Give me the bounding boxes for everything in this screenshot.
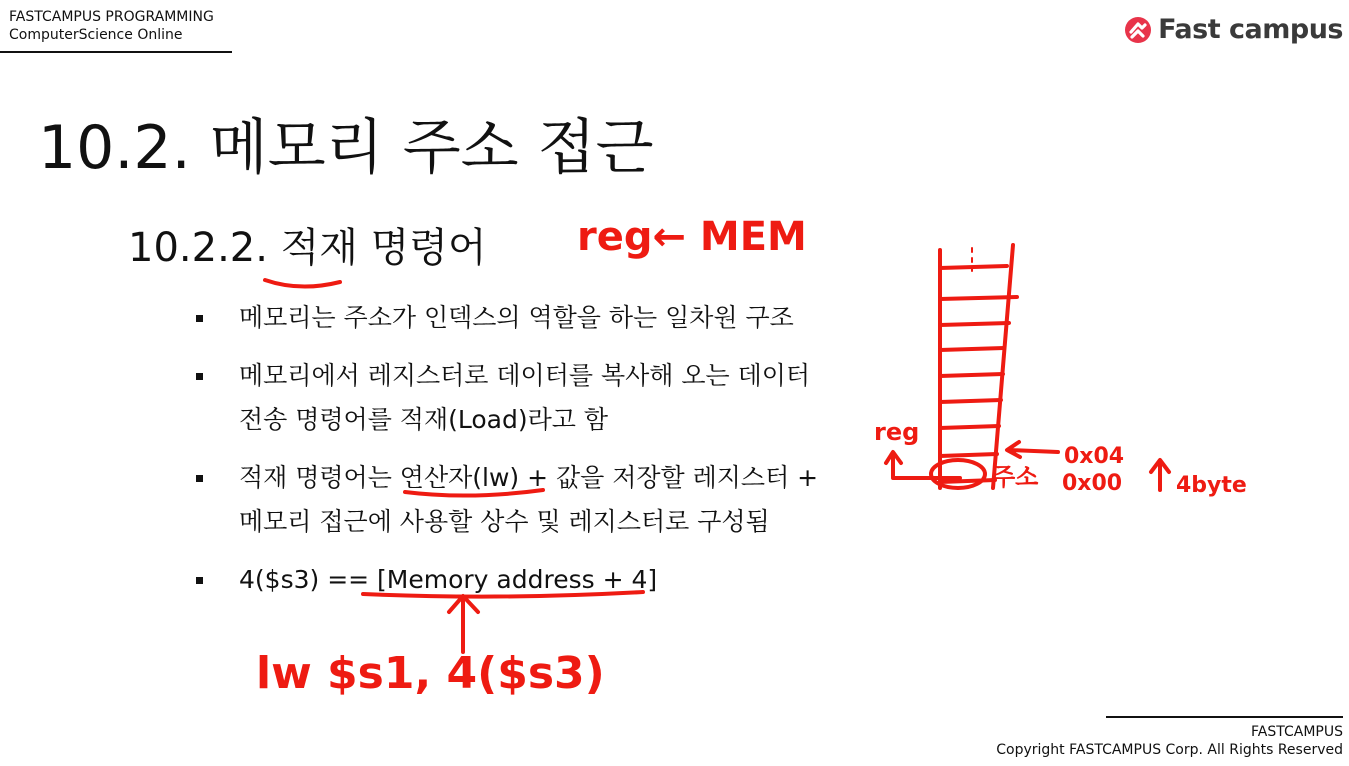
footer-divider xyxy=(1106,716,1343,718)
bullet-item: 메모리에서 레지스터로 데이터를 복사해 오는 데이터 전송 명령어를 적재(Load)라고 함 xyxy=(196,354,886,442)
annotation-reg-mem: reg← MEM xyxy=(577,214,807,260)
annotation-reg: reg xyxy=(874,418,920,446)
underline-subtitle xyxy=(265,280,340,287)
arrow-0x04 xyxy=(1007,442,1058,457)
footer-line-1: FASTCAMPUS xyxy=(1251,724,1343,740)
bullet-item: 4($s3) == [Memory address + 4] xyxy=(196,558,886,602)
footer-copyright: Copyright FASTCAMPUS Corp. All Rights Reserved xyxy=(996,742,1343,758)
bullet-item: 메모리는 주소가 인덱스의 역할을 하는 일차원 구조 xyxy=(196,296,886,340)
annotation-4byte: 4byte xyxy=(1176,473,1247,498)
header-line-1: FASTCAMPUS PROGRAMMING xyxy=(9,9,214,25)
slide-subtitle: 10.2.2. 적재 명령어 xyxy=(128,225,487,271)
header-line-2: ComputerScience Online xyxy=(9,27,183,43)
slide-title: 10.2. 메모리 주소 접근 xyxy=(38,113,654,183)
bullet-item: 적재 명령어는 연산자(lw) + 값을 저장할 레지스터 + 메모리 접근에 사용할 상수 및 레지스터로 구성됨 xyxy=(196,456,886,544)
annotation-address: 주소 xyxy=(992,463,1039,491)
annotation-0x00: 0x00 xyxy=(1062,471,1123,496)
arrow-up xyxy=(449,596,478,652)
annotation-0x04: 0x04 xyxy=(1064,444,1125,469)
arrow-4byte xyxy=(1151,460,1169,490)
underline-memory-address xyxy=(363,592,643,597)
underline-operator xyxy=(405,490,543,496)
logo-text: Fast campus xyxy=(1158,14,1343,45)
annotation-lw-example: lw $s1, 4($s3) xyxy=(256,648,605,699)
footer-text xyxy=(996,723,1343,759)
